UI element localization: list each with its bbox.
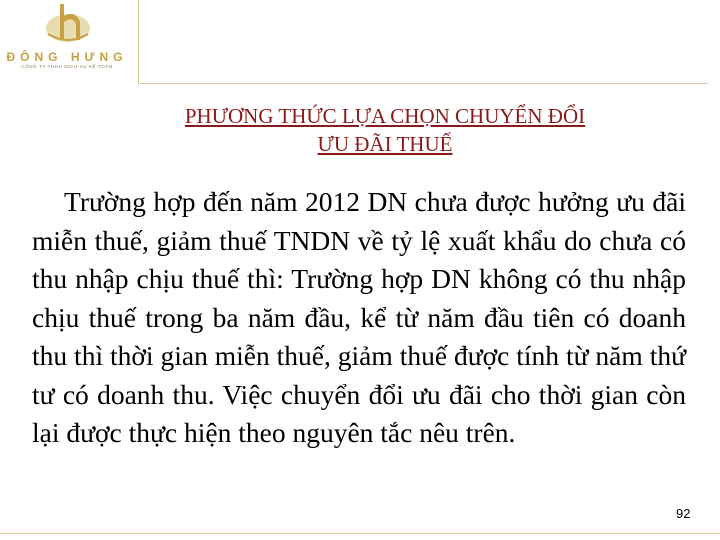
company-logo: [0, 0, 135, 80]
logo-mark-icon: [42, 0, 94, 52]
slide-title-line-2: ƯU ĐÃI THUẾ: [317, 132, 453, 156]
slide-title-line-1: PHƯƠNG THỨC LỰA CHỌN CHUYỂN ĐỔI: [184, 104, 586, 128]
footer-divider: [0, 533, 720, 534]
slide-title: [60, 102, 710, 158]
header-divider: [140, 83, 708, 84]
logo-subtitle: CÔNG TY TNHH DỊCH VỤ KẾ TOÁN: [21, 64, 113, 69]
page-number: 92: [676, 506, 691, 521]
slide-body-text: Trường hợp đến năm 2012 DN chưa được hưởng ưu đãi miễn thuế, giảm thuế TNDN về tỷ lệ xuất khẩu do chưa có thu nhập chịu thuế thì: Trường hợp DN không có thu nhập chịu thuế trong ba năm đầu, kể từ năm đầu tiên có doanh thu thì thời gian miễn thuế, giảm thuế được tính từ năm thứ tư có doanh thu. Việc chuyển đổi ưu đãi cho thời gian còn lại được thực hiện theo nguyên tắc nêu trên.: [32, 186, 686, 448]
header-divider-vertical: [138, 0, 139, 84]
logo-brand-text: ĐÔNG HƯNG: [6, 50, 128, 64]
